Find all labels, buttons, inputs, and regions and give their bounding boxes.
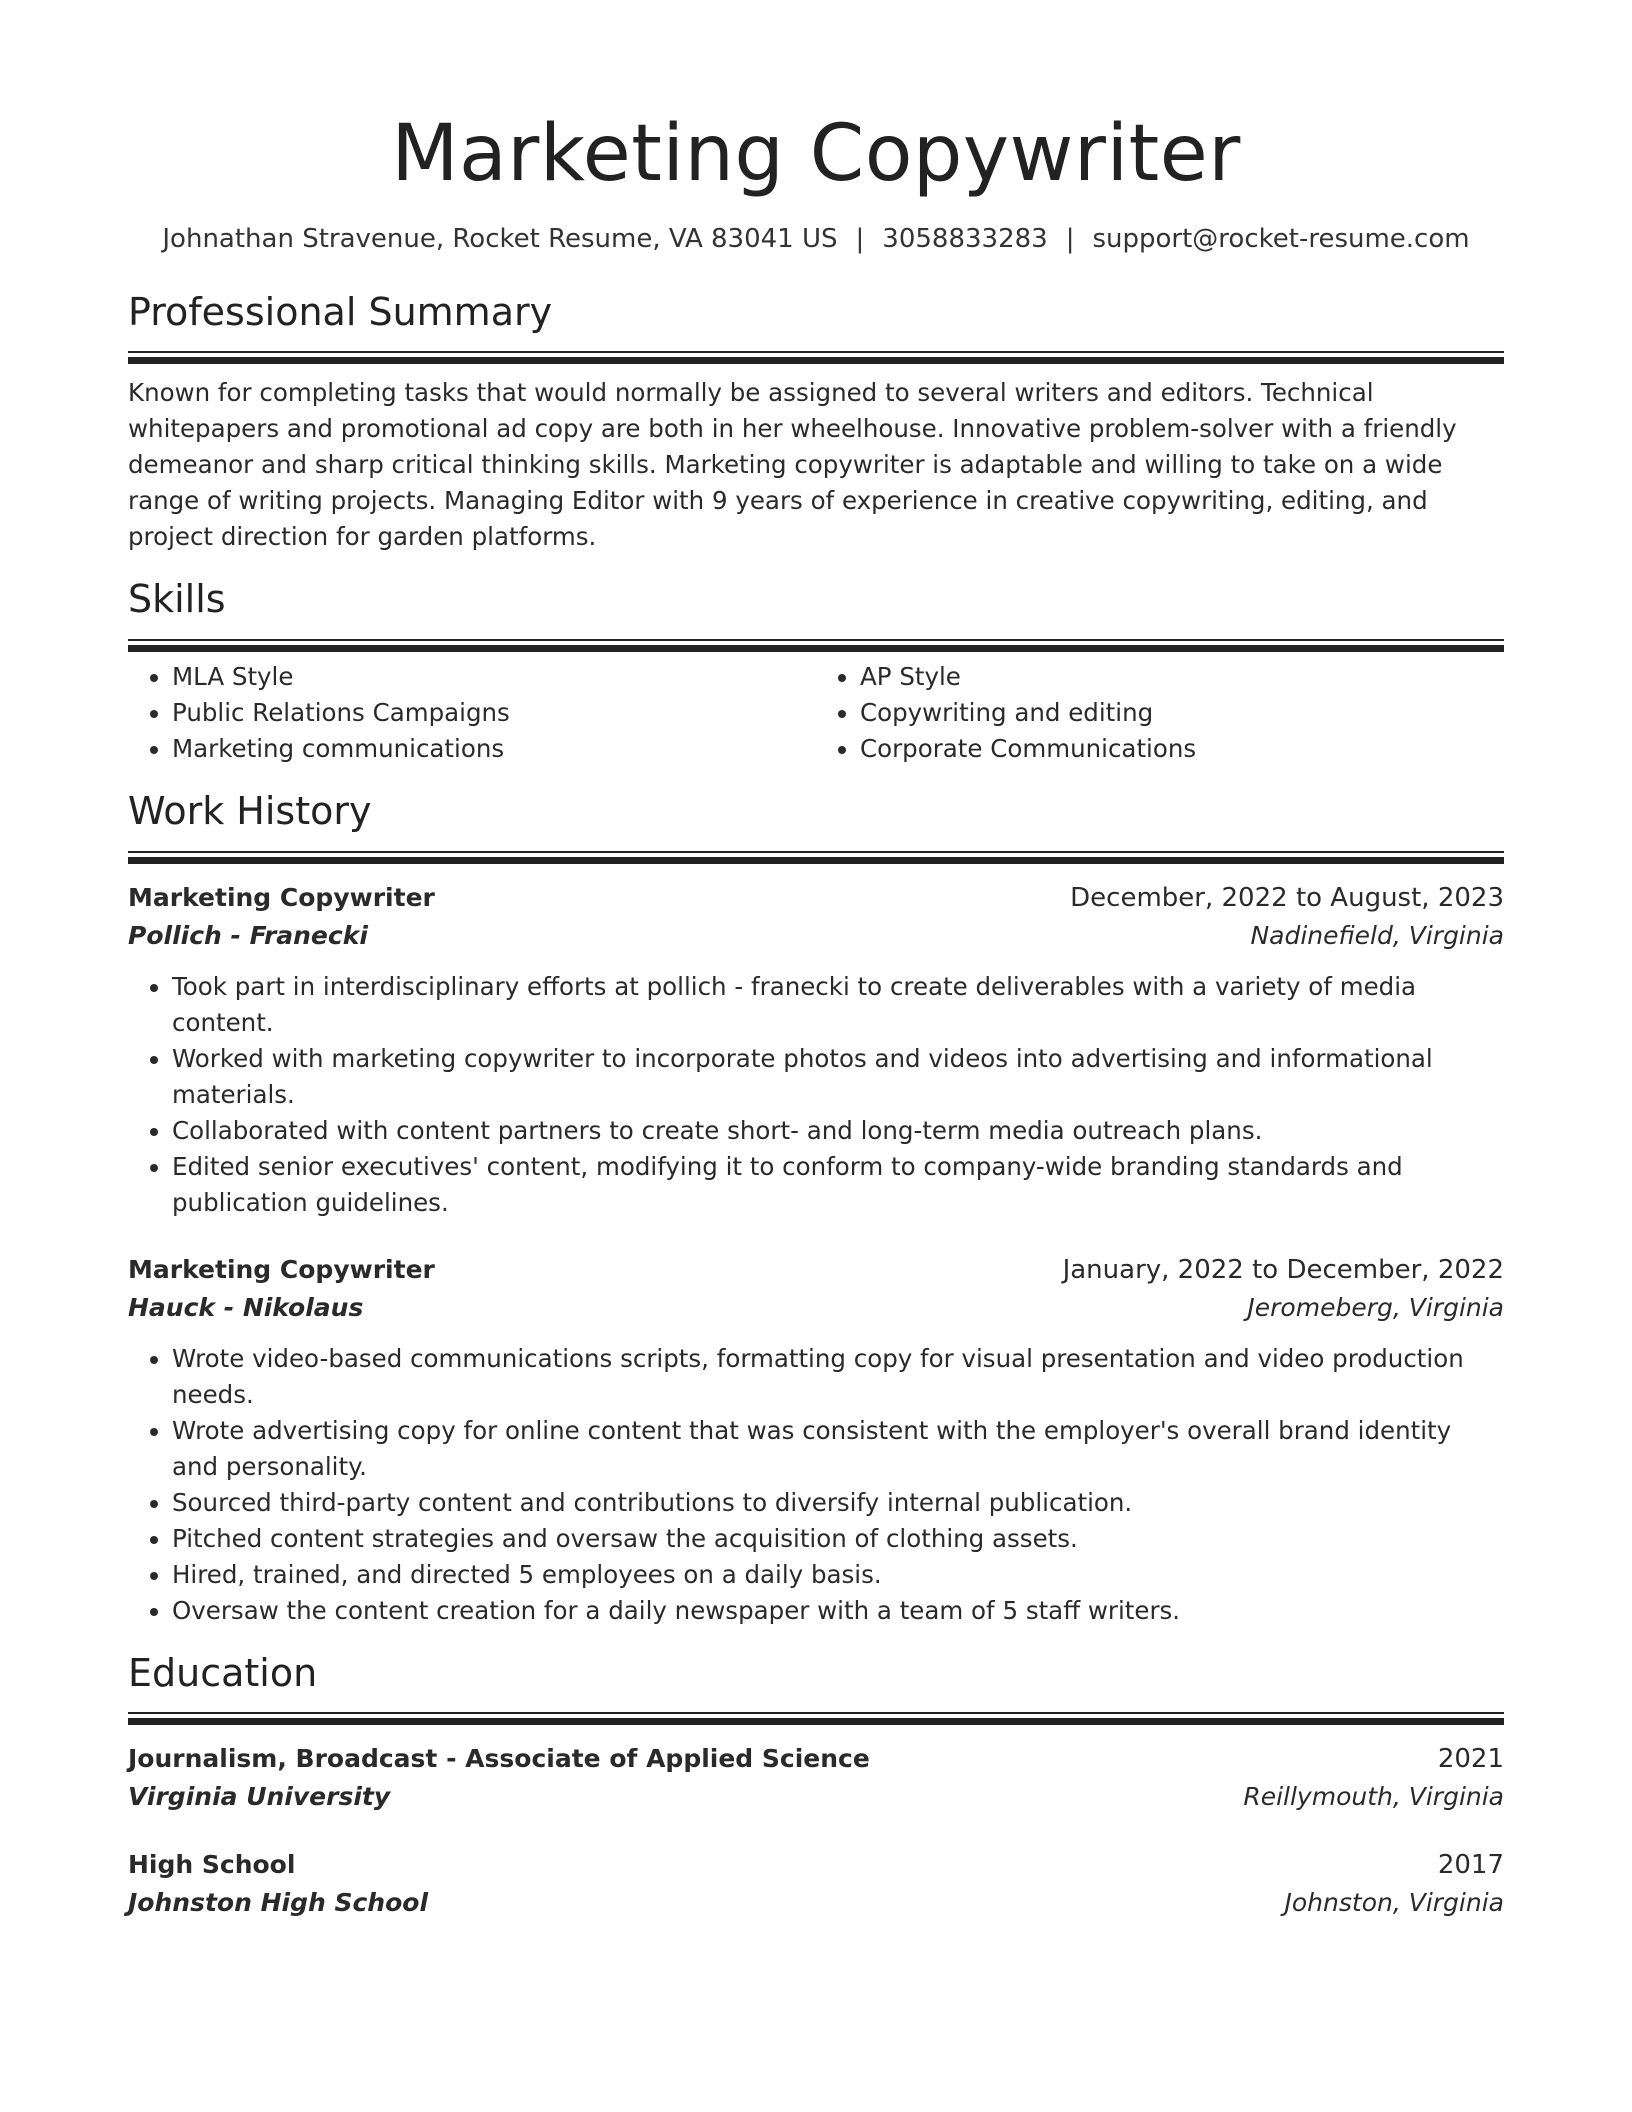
section-title-skills: Skills — [128, 577, 226, 622]
contact-separator: | — [1065, 223, 1075, 254]
education-entry — [128, 1846, 1504, 1922]
job-bullets — [128, 1341, 1504, 1629]
section-divider — [128, 351, 1504, 365]
job-role: Marketing Copywriter — [128, 882, 435, 912]
job-bullet: • Sourced third-party content and contributions to diversify internal publication. — [172, 1485, 1504, 1521]
job-entry — [128, 1251, 1504, 1629]
education-degree: High School — [128, 1850, 296, 1880]
section-divider — [128, 851, 1504, 865]
contact-line — [128, 224, 1504, 254]
job-bullet: • Wrote advertising copy for online content that was consistent with the employer's overall brand identity and personality. — [172, 1413, 1504, 1485]
job-location: Nadinefield, Virginia — [1250, 920, 1504, 950]
job-bullet: • Collaborated with content partners to create short- and long-term media outreach plans. — [172, 1113, 1504, 1149]
education-year: 2017 — [1437, 1850, 1504, 1881]
education-school: Virginia University — [128, 1782, 391, 1812]
resume-name: Marketing Copywriter — [391, 109, 1241, 199]
section-divider — [128, 639, 1504, 653]
work-section — [128, 789, 1504, 1629]
summary-section — [128, 290, 1504, 556]
education-school: Johnston High School — [128, 1888, 429, 1918]
job-bullet: • Hired, trained, and directed 5 employees on a daily basis. — [172, 1557, 1504, 1593]
section-title-work: Work History — [128, 788, 372, 833]
section-title-education: Education — [128, 1650, 318, 1695]
job-location: Jeromeberg, Virginia — [1247, 1292, 1504, 1322]
skill-item: • Public Relations Campaigns — [172, 695, 816, 731]
job-bullet: • Wrote video-based communications scripts, formatting copy for visual presentation and video production needs. — [172, 1341, 1504, 1413]
job-bullet: • Oversaw the content creation for a daily newspaper with a team of 5 staff writers. — [172, 1593, 1504, 1629]
education-entry — [128, 1740, 1504, 1816]
contact-phone: 3058833283 — [882, 223, 1048, 254]
section-title-summary: Professional Summary — [128, 289, 553, 334]
education-section — [128, 1651, 1504, 1923]
education-location: Johnston, Virginia — [1284, 1888, 1504, 1918]
summary-text: Known for completing tasks that would normally be assigned to several writers and editors. Technical whitepapers and promotional ad copy are both in her wheelhouse. Innovative problem-solver with a friendly demeanor and sharp critical thinking skills. Marketing copywriter is adaptable and willing to take on a wide range of writing projects. Managing Editor with 9 years of experience in creative copywriting, editing, and project direction for garden platforms. — [128, 378, 1457, 552]
contact-address: Johnathan Stravenue, Rocket Resume, VA 83041 US — [162, 223, 838, 254]
job-dates: December, 2022 to August, 2023 — [1070, 882, 1504, 913]
skills-list-left — [128, 659, 816, 767]
education-location: Reillymouth, Virginia — [1243, 1782, 1504, 1812]
job-bullet: • Pitched content strategies and oversaw the acquisition of clothing assets. — [172, 1521, 1504, 1557]
job-company: Hauck - Nikolaus — [128, 1292, 364, 1322]
job-dates: January, 2022 to December, 2022 — [1062, 1254, 1504, 1285]
contact-separator: | — [855, 223, 865, 254]
skill-item: • AP Style — [860, 659, 1504, 695]
skill-item: • Copywriting and editing — [860, 695, 1504, 731]
skills-columns — [128, 659, 1504, 767]
education-year: 2021 — [1437, 1744, 1504, 1775]
skill-item: • Corporate Communications — [860, 731, 1504, 767]
job-bullet: • Worked with marketing copywriter to incorporate photos and videos into advertising and informational materials. — [172, 1041, 1504, 1113]
job-role: Marketing Copywriter — [128, 1254, 435, 1284]
job-entry — [128, 879, 1504, 1221]
section-divider — [128, 1712, 1504, 1726]
job-bullets — [128, 969, 1504, 1221]
skill-item: • MLA Style — [172, 659, 816, 695]
job-bullet: • Took part in interdisciplinary efforts at pollich - franecki to create deliverables with a variety of media content. — [172, 969, 1504, 1041]
job-company: Pollich - Franecki — [128, 920, 368, 950]
job-bullet: • Edited senior executives' content, modifying it to conform to company-wide branding standards and publication guidelines. — [172, 1149, 1504, 1221]
skills-section — [128, 577, 1504, 767]
skill-item: • Marketing communications — [172, 731, 816, 767]
skills-list-right — [816, 659, 1504, 767]
contact-email: support@rocket-resume.com — [1092, 223, 1470, 254]
education-degree: Journalism, Broadcast - Associate of Applied Science — [128, 1744, 870, 1774]
